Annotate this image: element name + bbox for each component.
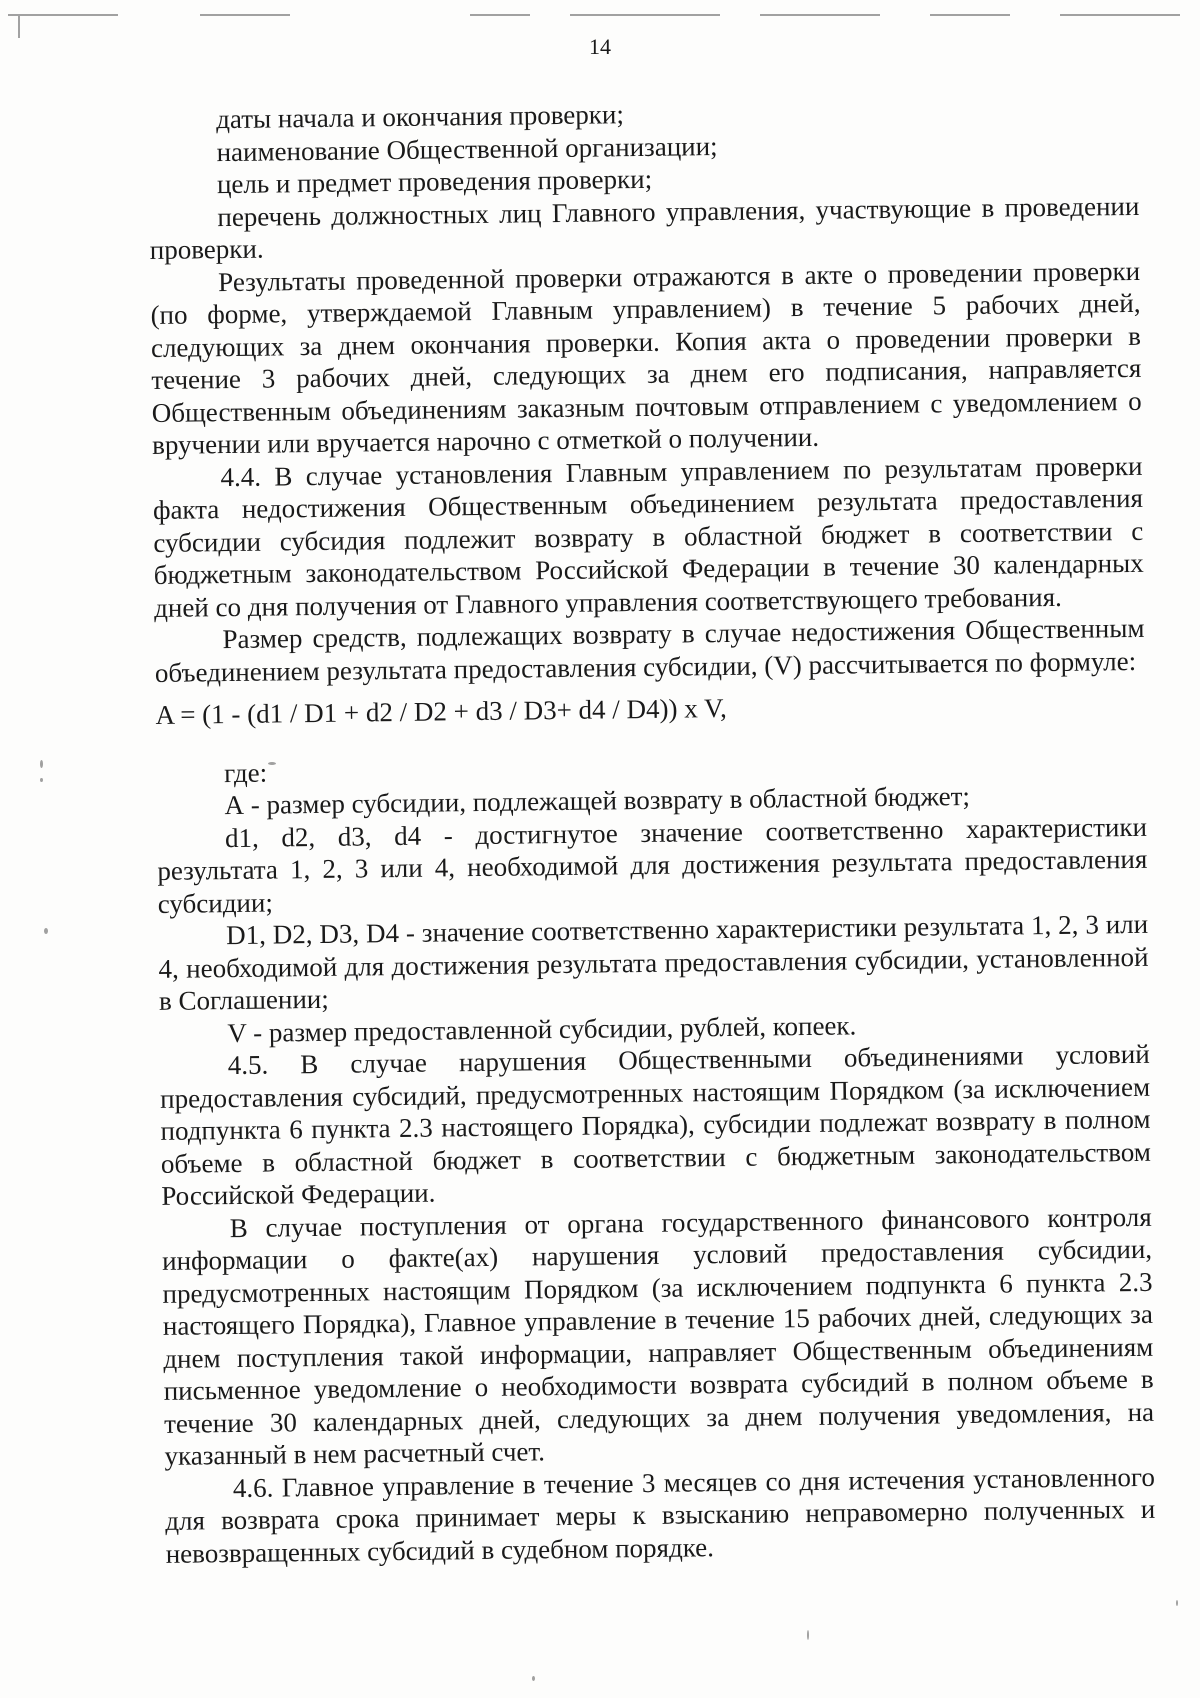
scan-mark — [570, 14, 720, 16]
document-body — [148, 92, 1156, 1570]
paragraph-4-5: 4.5. В случае нарушения Общественными объединениями условий предоставления субсидий, предусмотренных настоящим Порядком (за исключением подпункта 6 пункта 2.3 настоящего Порядка), субсидии подлежат возврату в полном объеме в областной бюджет в соответствии с бюджетным законодательством Российской Федерации. — [159, 1038, 1152, 1211]
paragraph-def-v: V - размер предоставленной субсидии, рублей, копеек. — [227, 1009, 857, 1048]
paragraph-4-6: 4.6. Главное управление в течение 3 месяцев со дня истечения установленного для возврата срока принимает меры к взысканию неправомерно полученных и невозвращенных субсидий в судебном порядке. — [165, 1461, 1156, 1569]
scan-mark — [930, 14, 1010, 16]
scan-speck — [532, 1676, 535, 1681]
scan-speck — [40, 760, 43, 768]
scan-speck — [807, 1630, 809, 1640]
scan-mark — [470, 14, 530, 16]
scan-speck — [44, 928, 48, 934]
paragraph-def-d-capital: D1, D2, D3, D4 - значение соответственно характеристики результата 1, 2, 3 или 4, необходимой для достижения результата предоставления субсидии, установленной в Соглашении; — [158, 908, 1149, 1016]
paragraph-financial-control: В случае поступления от органа государственного финансового контроля информации о факте(ах) нарушения условий предоставления субсидии, предусмотренных настоящим Порядком (за исключением подпункта 6 пункта 2.3 настоящего Порядка), Главное управление в течение 15 рабочих дней, следующих за днем поступления такой информации, направляет Общественным объединениям письменное уведомление о необходимости возврата субсидий в полном объеме в течение 30 календарных дней, следующих за днем получения уведомления, на указанный в нем расчетный счет. — [161, 1201, 1155, 1471]
page-number: 14 — [589, 34, 611, 59]
paragraph-def-a: А - размер субсидии, подлежащей возврату в областной бюджет; — [224, 781, 971, 821]
paragraph-def-d-small: d1, d2, d3, d4 - достигнутое значение соответственно характеристики результата 1, 2, 3 или 4, необходимой для достижения результата предоставления субсидии; — [157, 811, 1148, 919]
paragraph-check-results: Результаты проведенной проверки отражаются в акте о проведении проверки (по форме, утверждаемой Главным управлением) в течение 5 рабочих дней, следующих за днем окончания проверки. Копия акта о проведении проверки в течение 3 рабочих дней, следующих за днем его подписания, направляется Общественным объединениям заказным почтовым отправлением с уведомлением о вручении или вручается нарочно с отметкой о получении. — [150, 255, 1142, 460]
paragraph-4-4: 4.4. В случае установления Главным управлением по результатам проверки факта недостижения Общественным объединением результата предоставления субсидии субсидия подлежит возврату в областной бюджет в соответствии с бюджетным законодательством Российской Федерации в течение 30 календарных дней со дня получения от Главного управления соответствующего требования. — [152, 450, 1144, 623]
scan-speck — [1176, 1600, 1178, 1606]
paragraph-org-name: наименование Общественной организации; — [216, 130, 718, 167]
paragraph-check-goal: цель и предмет проведения проверки; — [216, 163, 653, 200]
scan-mark — [8, 14, 118, 16]
paragraph-refund-size: Размер средств, подлежащих возврату в случае недостижения Общественным объединением результата предоставления субсидии, (V) рассчитывается по формуле: — [154, 612, 1145, 688]
paragraph-check-dates: даты начала и окончания проверки; — [216, 99, 625, 135]
scan-speck — [40, 778, 43, 782]
formula: A = (1 - (d1 / D1 + d2 / D2 + d3 / D3+ d4 / D4)) x V, — [155, 692, 728, 730]
scan-speck — [268, 762, 276, 765]
scan-mark — [760, 14, 880, 16]
paragraph-officials-list: перечень должностных лиц Главного управления, участвующие в проведении проверки. — [149, 190, 1140, 265]
scan-edge-marks — [0, 14, 1200, 20]
paragraph-where: где: — [223, 757, 268, 788]
scan-mark — [1060, 14, 1180, 16]
scan-mark — [200, 14, 290, 16]
